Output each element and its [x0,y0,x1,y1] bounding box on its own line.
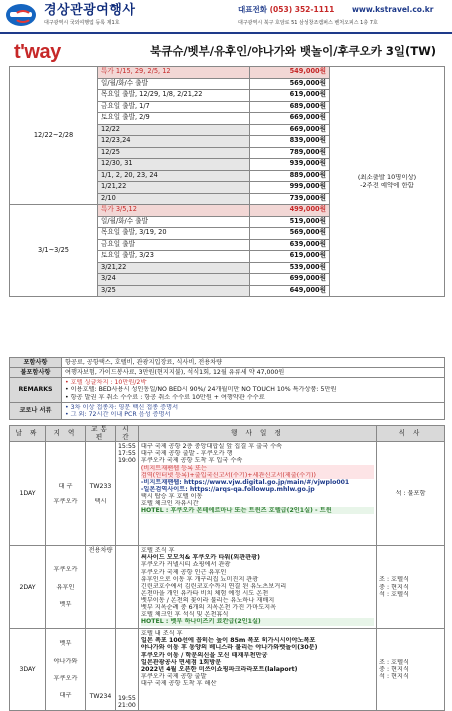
price-value: 699,000원 [250,274,330,286]
price-value: 499,000원 [250,205,330,217]
day1-flight: TW233 [89,482,112,490]
price-desc: 3/24 [98,274,250,286]
header-divider [0,32,452,34]
company-name: 경상관광여행사 [44,3,136,18]
price-desc: 1/21,22 [98,182,250,194]
price-note [330,67,445,297]
day1-transport [86,442,116,546]
price-period: 12/22~2/28 [10,67,98,205]
price-table [9,66,445,297]
day2-itinerary [138,546,376,629]
exclude-row [10,368,445,378]
itinerary-line: 대구 국제 공항 2층 중앙대합실 앞 집결 후 출국 수속 [140,443,283,451]
day3-transport: TW234 [86,629,116,711]
day3-place2: 야나가와 [53,657,78,665]
day3-meals [377,629,445,711]
price-desc: 목요일 출발, 12/29, 1/8, 2/21,22 [98,90,250,102]
day1-hotel: HOTEL : 후쿠오카 몬테에르마나 또는 트윈즈 호텔급(2인1실) - 트윈 [141,507,374,514]
day1-place2: 후쿠오카 [53,497,78,505]
price-desc: 일/월/화/수 출발 [98,78,250,90]
price-value: 619,000원 [250,251,330,263]
price-row [10,67,445,79]
day2-place1: 후쿠오카 [53,566,78,574]
exclude-text: 여행자보험, 가이드봉사료, 3만원(현지지불), 석식1회, 12월 유류세 약 47,000원 [62,368,445,378]
itinerary-line: 벳부 지옥순례 중 6개의 지옥온천 가진 가마도지옥 [140,604,277,612]
header-itinerary: 행 사 일 정 [138,426,376,442]
airline-logo: t'way [14,41,61,63]
day3-meal: 조 : 호텔식 [379,658,409,666]
day1-time: 17:55 [118,450,136,458]
price-desc: 2/10 [98,193,250,205]
itinerary-line: 벳부이동 / 온천의 꽃이라 불리는 유노하나 재배지 [140,597,275,605]
price-value: 789,000원 [250,147,330,159]
day2-label: 2DAY [10,546,46,629]
covid-line: • 3차 이상 접종자: 영문 백신 접종 증명서 [65,403,179,411]
price-value: 519,000원 [250,216,330,228]
itinerary-line: 긴린코호수에서 김린코호수까지 연결 된 유노츠보거리 [140,582,287,590]
covid-text [62,402,445,419]
price-period: 3/1~3/25 [10,205,98,297]
exclude-label: 불포함사항 [10,368,62,378]
remarks-text [62,378,445,402]
price-value: 839,000원 [250,136,330,148]
itinerary-line: 후쿠오카 커넬시티 쇼핑에서 관광 [140,561,231,569]
day1-place1: 대 구 [58,482,73,490]
tour-title: 북큐슈/벳부/유후인/야나가와 뱃놀이/후쿠오카 3일(TW) [150,44,437,58]
covid-label: 코로나 서류 [10,402,62,419]
price-desc: 12/22 [98,124,250,136]
day3-times [116,629,139,711]
price-value: 539,000원 [250,262,330,274]
price-value: 999,000원 [250,182,330,194]
day3-meal: 중 : 현지식 [379,666,409,674]
day3-time: 21:00 [118,702,136,710]
itinerary-line: 일본 폭포 100선에 꼽히는 높이 85m 폭포 히가시시이야노폭포 [140,637,316,645]
header [0,0,452,40]
day1-time: 19:00 [118,457,136,465]
price-value: 669,000원 [250,113,330,125]
itinerary-line: 호텔 내 조식 후 [140,630,183,638]
price-value: 569,000원 [250,78,330,90]
include-text: 항공료, 공항택스, 호텔비, 관광지입장료, 식사비, 전용차량 [62,358,445,368]
price-value: 739,000원 [250,193,330,205]
company-address: 대구광역시 북구 호암로 51 삼성창조캠퍼스 벤처오피스 1층 7호 [238,20,378,26]
day3-label: 3DAY [10,629,46,711]
price-desc: 1/1, 2, 20, 23, 24 [98,170,250,182]
day3-places [46,629,86,711]
day2-place3: 벳부 [59,600,72,608]
quarantine-link[interactable]: -일본검역사이트: https://arqs-qa.followup.mhlw.go.jp [140,485,315,493]
itinerary-line: 2022년 4월 오픈한 미쓰이쇼핑파크라라포트(lalaport) [140,665,298,673]
price-desc: 12/23,24 [98,136,250,148]
itinerary-line: 써사이드 모모치& 후쿠오카 타워(외관관광) [140,554,260,562]
phone-block [238,6,334,15]
day2-times [116,546,139,629]
header-region: 지 역 [46,426,86,442]
price-desc: 특가 1/15, 29, 2/5, 12 [98,67,250,79]
day3-time: 19:55 [118,694,136,702]
include-row [10,358,445,368]
price-desc: 특가 3/5,12 [98,205,250,217]
price-desc: 12/30, 31 [98,159,250,171]
price-value: 669,000원 [250,124,330,136]
itinerary-line: (비지트재팬웹 등록 또는 [141,465,374,472]
header-time: 시 간 [116,426,139,442]
remark-line: • 항공 발권 후 취소 수수료 : 항공 취소 수수료 10만원 + 여행약관 수수료 [65,393,265,401]
day1-places [46,442,86,546]
day2-transport: 전용차량 [86,546,116,629]
itinerary-line: 호텔 체크인 자유시간 [140,500,199,508]
itinerary-line: 택시 탑승 후 호텔 이동 [140,493,203,501]
day3-place1: 벳부 [59,640,72,648]
day3-row [10,629,445,711]
price-desc: 금요일 출발, 1/7 [98,101,250,113]
itinerary-line: 야나가와 이동 후 동양의 베니스라 불리는 야나가와뱃놀이(30분) [140,644,318,652]
day1-row [10,442,445,546]
price-value: 569,000원 [250,228,330,240]
header-meals: 식 사 [377,426,445,442]
itinerary-line: 대구 국제 공항 도착 후 해산 [140,680,217,688]
website-link[interactable]: www.kstravel.co.kr [352,5,434,14]
day2-meals [377,546,445,629]
price-desc: 12/25 [98,147,250,159]
day3-meal: 석 : 현지식 [379,673,409,681]
price-desc: 토요일 출발, 3/23 [98,251,250,263]
header-transport: 교통편 [86,426,116,442]
phone-number[interactable]: (053) 352-1111 [269,5,335,14]
itinerary-line: 대구 국제 공항 출발 - 후쿠오카 행 [140,450,233,458]
price-desc: 토요일 출발, 2/9 [98,113,250,125]
day3-itinerary [138,629,376,711]
itinerary-line: 유후인으로 이동 후 개구리집 뇨미진지 관광 [140,575,259,583]
day1-meal: 석 : 불포함 [395,490,426,498]
day2-meal: 중 : 현지식 [379,583,409,591]
itinerary-line: 검역(인터넷 등록)+출입국신고서(수기)+세관신고서(제출(수기)) [141,472,374,479]
price-desc: 금요일 출발 [98,239,250,251]
day1-time: 15:55 [118,443,136,451]
day1-meals [377,442,445,546]
itinerary-line: 온천마을 개인 유카타 비치 체험 예정 시도 온천 [140,589,269,597]
covid-row [10,402,445,419]
day1-label: 1DAY [10,442,46,546]
day2-row [10,546,445,629]
remark-line: • 이용호텔: BED사용시 성인동일/NO BED시 90%/ 24개월미만 NO TOUCH 10% 특가상품: 5만원 [65,386,337,394]
remark-line: • 호텔 싱글차지 : 10만원/2박 [65,379,147,387]
remarks-row [10,378,445,402]
price-value: 889,000원 [250,170,330,182]
include-label: 포함사항 [10,358,62,368]
day1-times [116,442,139,546]
schedule-table [9,425,445,711]
remarks-label: REMARKS [10,378,62,402]
price-desc: 일/월/화/수 출발 [98,216,250,228]
price-value: 649,000원 [250,285,330,297]
visit-japan-link[interactable]: -비지트재팬웹: https://www.vjw.digital.go.jp/main/#/vjwplo001 [140,478,350,486]
price-value: 619,000원 [250,90,330,102]
schedule-header-row [10,426,445,442]
price-value: 639,000원 [250,239,330,251]
itinerary-line: 후쿠오카 국제 공항 출발 [140,672,207,680]
price-note-line: -2주전 예약에 한함 [360,181,414,189]
info-table [9,357,445,420]
day2-place2: 유후인 [56,583,75,591]
day2-hotel: HOTEL : 벳부 하나미즈키 료칸급(2인1실) [141,618,374,625]
price-value: 689,000원 [250,101,330,113]
day1-taxi: 택시 [94,497,107,505]
itinerary-line: 후쿠오카 국제 공항 인근 유후인 [140,568,227,576]
itinerary-line: 호텔 조식 후 [140,547,175,555]
price-value: 939,000원 [250,159,330,171]
phone-label: 대표전화 [238,5,267,14]
price-note-line: (최소출발 10명이상) [357,174,417,182]
company-registration: 대구광역시 국외여행업 등록 제1호 [44,20,120,26]
day3-place3: 후쿠오카 [53,674,78,682]
day3-place4: 대구 [59,691,72,699]
itinerary-line: 호텔 체크인 후 석식 및 온천휴식 [140,611,229,619]
price-desc: 3/21,22 [98,262,250,274]
itinerary-line: 후쿠오카 이동 / 학문의신을 모신 태재부천만궁 [140,651,268,659]
day2-meal: 조 : 호텔식 [379,576,409,584]
price-desc: 목요일 출발, 3/19, 20 [98,228,250,240]
covid-line: • 그 외: 72시간 이내 PCR 음성 증명서 [65,410,171,418]
header-date: 날 짜 [10,426,46,442]
itinerary-line: 후쿠오카 국제 공항 도착 후 입국 수속 [140,457,243,465]
day1-itinerary [138,442,376,546]
company-logo [6,4,36,26]
price-value: 549,000원 [250,67,330,79]
itinerary-line: 일본관광공사 면세점 1회방문 [140,658,222,666]
day2-places [46,546,86,629]
title-row [0,41,452,63]
day2-meal: 석 : 호텔식 [379,590,409,598]
price-desc: 3/25 [98,285,250,297]
